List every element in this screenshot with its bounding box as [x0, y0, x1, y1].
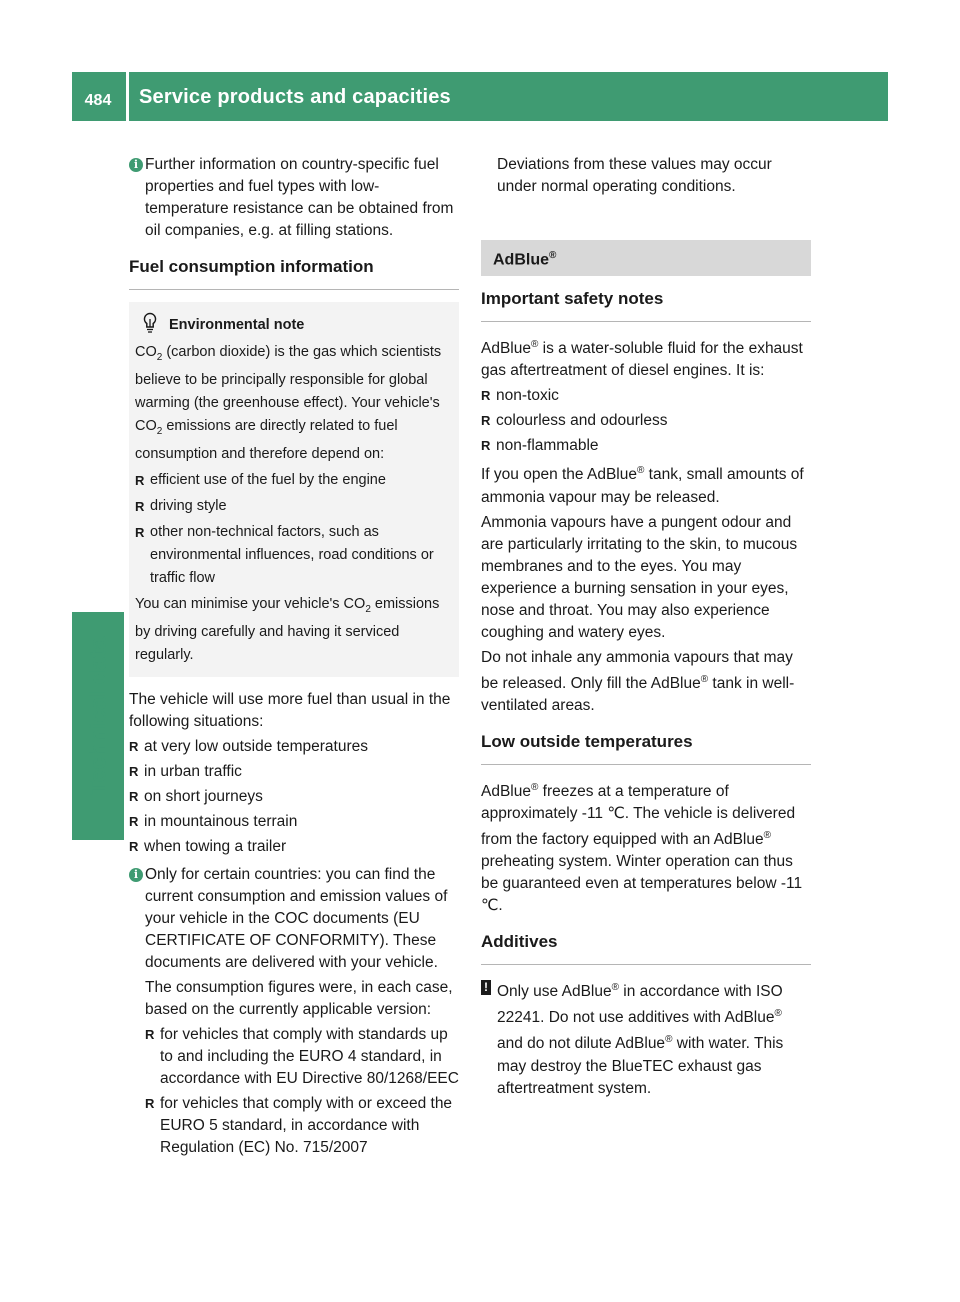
registered-mark: ® — [763, 829, 771, 841]
text: in mountainous terrain — [144, 812, 298, 830]
env-title-text: Environmental note — [169, 317, 305, 333]
safety-paragraph-1 — [481, 334, 811, 382]
note-text: Only for certain countries: you can find the current consumption and emission values of your vehicle in the COC documents (EU CERTIFICATE OF CONFORMITY). These documents are delivered with your vehicle. — [145, 865, 448, 971]
environmental-note-box — [129, 302, 459, 677]
left-column — [129, 154, 459, 1162]
registered-mark: ® — [665, 1034, 673, 1046]
list-item: R other non-technical factors, such as environmental influences, road conditions or traffic flow — [135, 523, 434, 586]
text: and do not dilute AdBlue — [497, 1035, 666, 1053]
note-text: Further information on country-specific fuel properties and fuel types with low-temperature resistance can be obtained from oil companies, e.g. at filling stations. — [145, 156, 454, 239]
registered-mark: ® — [636, 465, 645, 477]
list-item: R non-flammable — [481, 437, 599, 455]
deviation-text: Deviations from these values may occur under normal operating conditions. — [497, 156, 772, 195]
text: non-flammable — [496, 437, 599, 455]
text: with water. This may destroy the BlueTEC exhaust gas aftertreatment system. — [497, 1035, 784, 1097]
list-item: R in mountainous terrain — [129, 812, 298, 830]
header-divider — [126, 72, 129, 121]
list-item: R efficient use of the fuel by the engine — [135, 471, 386, 488]
situations-list — [129, 736, 459, 858]
lightbulb-icon — [141, 312, 159, 334]
right-column — [481, 154, 811, 1100]
safety-paragraph-4 — [481, 647, 811, 717]
text: (carbon dioxide) is the gas which scientists believe to be principally responsible for global warming (the greenhouse effect). Your vehicle's CO — [135, 344, 442, 434]
safety-bullet-list — [481, 385, 811, 457]
text: other non-technical factors, such as environmental influences, road conditions or traffic flow — [150, 523, 434, 586]
registered-mark: ® — [549, 250, 557, 261]
list-item: R driving style — [135, 497, 227, 514]
list-item: R at very low outside temperatures — [129, 737, 368, 755]
text: non-toxic — [496, 387, 559, 405]
text: AdBlue — [481, 340, 531, 358]
list-item: R on short journeys — [129, 787, 263, 805]
warning-icon: ! — [481, 980, 491, 995]
text: AdBlue — [493, 251, 549, 269]
text: for vehicles that comply with standards up to and including the EURO 4 standard, in accordance with EU Directive 80/1268/EEC — [160, 1025, 459, 1087]
info-icon: i — [129, 868, 143, 882]
list-item: R non-toxic — [481, 387, 559, 405]
list-item: R for vehicles that comply with or exceed the EURO 5 standard, in accordance with Regulation (EC) No. 715/2007 — [145, 1094, 453, 1156]
text: in accordance with ISO 22241. Do not use additives with AdBlue — [497, 983, 783, 1027]
registered-mark: ® — [700, 673, 709, 685]
heading-fuel-consumption: Fuel consumption information — [129, 256, 459, 290]
text: tank, small amounts of ammonia vapour may be released. — [481, 466, 804, 506]
list-item: R for vehicles that comply with standards up to and including the EURO 4 standard, in accordance with EU Directive 80/1268/EEC — [145, 1025, 459, 1087]
text: for vehicles that comply with or exceed the EURO 5 standard, in accordance with Regulation (EC) No. 715/2007 — [160, 1094, 453, 1156]
side-tab-label: Technical data — [84, 636, 111, 796]
text: freezes at a temperature of approximately -11 ℃. The vehicle is delivered from the factory equipped with an AdBlue — [481, 782, 796, 849]
page-title: Service products and capacities — [139, 86, 451, 108]
registered-mark: ® — [774, 1008, 782, 1020]
heading-additives: Additives — [481, 931, 811, 965]
text: on short journeys — [144, 787, 263, 805]
situations-intro: The vehicle will use more fuel than usual in the following situations: — [129, 690, 451, 730]
text: emissions by driving carefully and having it serviced regularly. — [135, 595, 440, 663]
text: If you open the AdBlue — [481, 466, 637, 484]
low-temp-paragraph — [481, 777, 811, 917]
section-band-adblue — [481, 240, 811, 276]
text: at very low outside temperatures — [144, 737, 368, 755]
registered-mark: ® — [530, 781, 539, 793]
info-note-fuel-properties — [129, 154, 459, 242]
text: efficient use of the fuel by the engine — [150, 471, 386, 488]
text: You can minimise your vehicle's CO — [135, 595, 366, 612]
info-icon: i — [129, 158, 143, 172]
text: CO — [135, 344, 157, 360]
registered-mark: ® — [611, 982, 619, 994]
safety-paragraph-3: Ammonia vapours have a pungent odour and are particularly irritating to the skin, to mucous membranes and to the eyes. You may experience a burning sensation in your eyes, nose and throat. You may also experience coughing and watery eyes. — [481, 513, 798, 641]
text: colourless and odourless — [496, 412, 668, 430]
page-number: 484 — [84, 92, 112, 109]
heading-safety-notes: Important safety notes — [481, 288, 811, 322]
registered-mark: ® — [530, 339, 539, 351]
text: is a water-soluble fluid for the exhaust gas aftertreatment of diesel engines. It is: — [481, 340, 803, 380]
list-item: R when towing a trailer — [129, 837, 287, 855]
heading-low-temperatures: Low outside temperatures — [481, 731, 811, 765]
note-text: The consumption figures were, in each case, based on the currently applicable version: — [145, 978, 453, 1018]
env-bullet-list — [135, 469, 453, 590]
env-paragraph-2 — [135, 593, 453, 667]
subscript: 2 — [156, 351, 163, 363]
text: when towing a trailer — [144, 837, 287, 855]
info-note-coc — [129, 864, 459, 1159]
subscript: 2 — [156, 425, 163, 437]
text: in urban traffic — [144, 762, 242, 780]
environmental-note-title — [135, 314, 453, 337]
text: tank in well-ventilated areas. — [481, 674, 795, 714]
text: AdBlue — [481, 782, 531, 800]
text: driving style — [150, 497, 227, 514]
env-paragraph-1 — [135, 341, 453, 466]
safety-paragraph-2 — [481, 460, 811, 508]
list-item: R in urban traffic — [129, 762, 242, 780]
subscript: 2 — [365, 603, 371, 615]
text: preheating system. Winter operation can thus be guaranteed even at temperatures below -11 ℃. — [481, 853, 803, 915]
text: emissions are directly related to fuel consumption and therefore depend on: — [135, 417, 398, 462]
consumption-standards-list — [145, 1024, 459, 1159]
list-item: R colourless and odourless — [481, 412, 668, 430]
text: Only use AdBlue — [497, 983, 612, 1001]
text: Do not inhale any ammonia vapours that may be released. Only fill the AdBlue — [481, 648, 793, 692]
warning-note-additives — [481, 977, 811, 1099]
